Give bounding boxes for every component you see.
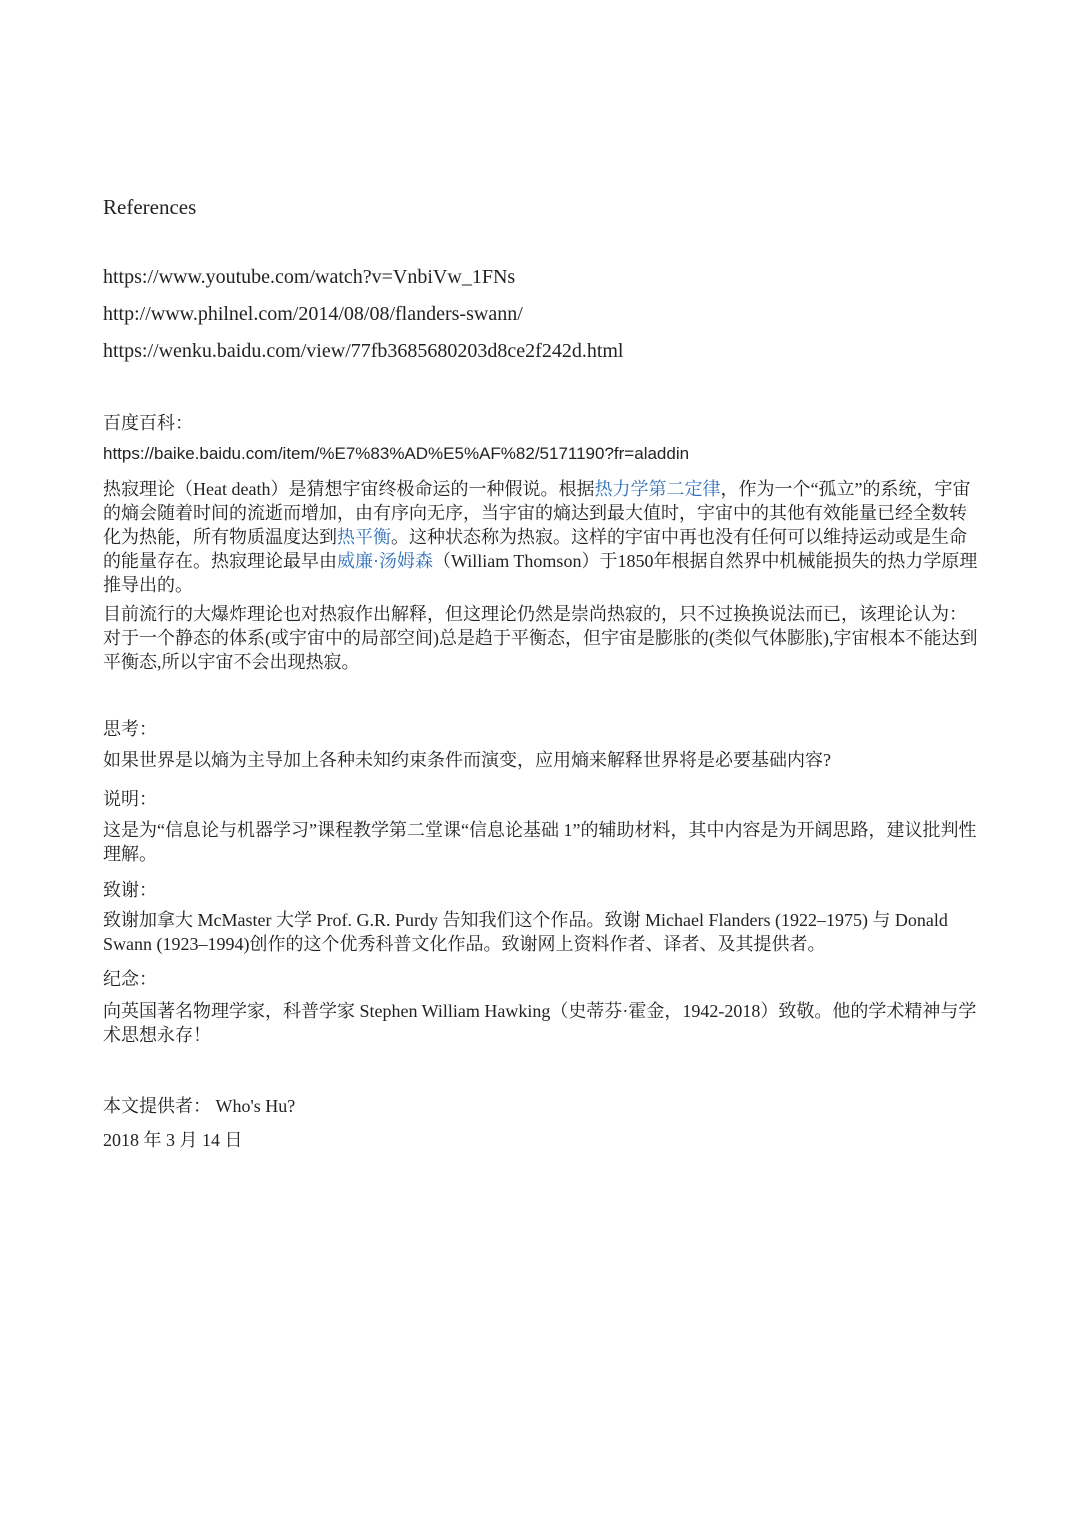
heat-death-text-b: ，作为一个“孤立”的系统，宇宙的熵会随着时间的流逝而增加，由有序向无序，当宇宙的熵达到最大值时，宇宙中的其他有效能量已经全数转化为热能，所有物质温度达到: [103, 479, 971, 547]
memorial-text: 向英国著名物理学家，科普学家 Stephen William Hawking（史蒂芬·霍金，1942-2018）致敬。他的学术精神与学术思想永存！: [103, 1001, 977, 1045]
reference-link-wenku[interactable]: https://wenku.baidu.com/view/77fb3685680203d8ce2f242d.html: [103, 340, 624, 362]
second-law-link[interactable]: 热力学第二定律: [594, 479, 721, 499]
reference-link-youtube[interactable]: https://www.youtube.com/watch?v=VnbiVw_1FNs: [103, 266, 516, 288]
heat-death-paragraph: [103, 477, 978, 597]
memorial-heading: 纪念：: [103, 969, 157, 989]
big-bang-paragraph: 目前流行的大爆炸理论也对热寂作出解释，但这理论仍然是崇尚热寂的，只不过换换说法而已，该理论认为：对于一个静态的体系(或宇宙中的局部空间)总是趋于平衡态，但宇宙是膨胀的(类似气体膨胀),宇宙根本不能达到平衡态,所以宇宙不会出现热寂。: [103, 604, 978, 672]
explanation-heading: 说明：: [103, 789, 157, 809]
thanks-heading: 致谢：: [103, 880, 157, 900]
heat-death-text-a: 热寂理论（Heat death）是猜想宇宙终极命运的一种假说。根据: [103, 479, 595, 499]
william-thomson-link[interactable]: 威廉·汤姆森: [337, 551, 433, 571]
thanks-text: 致谢加拿大 McMaster 大学 Prof. G.R. Purdy 告知我们这个作品。致谢 Michael Flanders (1922–1975) 与 Donald Swann (1923–1994)创作的这个优秀科普文化作品。致谢网上资料作者、译者、及其提供者。: [103, 910, 948, 954]
date-line: 2018 年 3 月 14 日: [103, 1130, 243, 1150]
thinking-text: 如果世界是以熵为主导加上各种未知约束条件而演变，应用熵来解释世界将是必要基础内容?: [103, 750, 831, 770]
provider-line: 本文提供者： Who's Hu?: [103, 1096, 296, 1116]
reference-link-philnel[interactable]: http://www.philnel.com/2014/08/08/flanders-swann/: [103, 303, 523, 325]
thermal-equilibrium-link[interactable]: 热平衡: [337, 527, 391, 547]
baike-url-link[interactable]: https://baike.baidu.com/item/%E7%83%AD%E5%AF%82/5171190?fr=aladdin: [103, 444, 690, 463]
heat-death-text-c: 。这种状态称为热寂。这样的宇宙中再也没有任何可以维持运动或是生命的能量存在。热寂理论最早由: [103, 527, 967, 571]
references-heading: References: [103, 195, 197, 219]
baike-heading: 百度百科：: [103, 413, 193, 433]
thinking-heading: 思考：: [103, 719, 157, 739]
explanation-text: 这是为“信息论与机器学习”课程教学第二堂课“信息论基础 1”的辅助材料，其中内容是为开阔思路，建议批判性理解。: [103, 820, 977, 864]
heat-death-text-d: （William Thomson）于1850年根据自然界中机械能损失的热力学原理推导出的。: [103, 551, 978, 595]
